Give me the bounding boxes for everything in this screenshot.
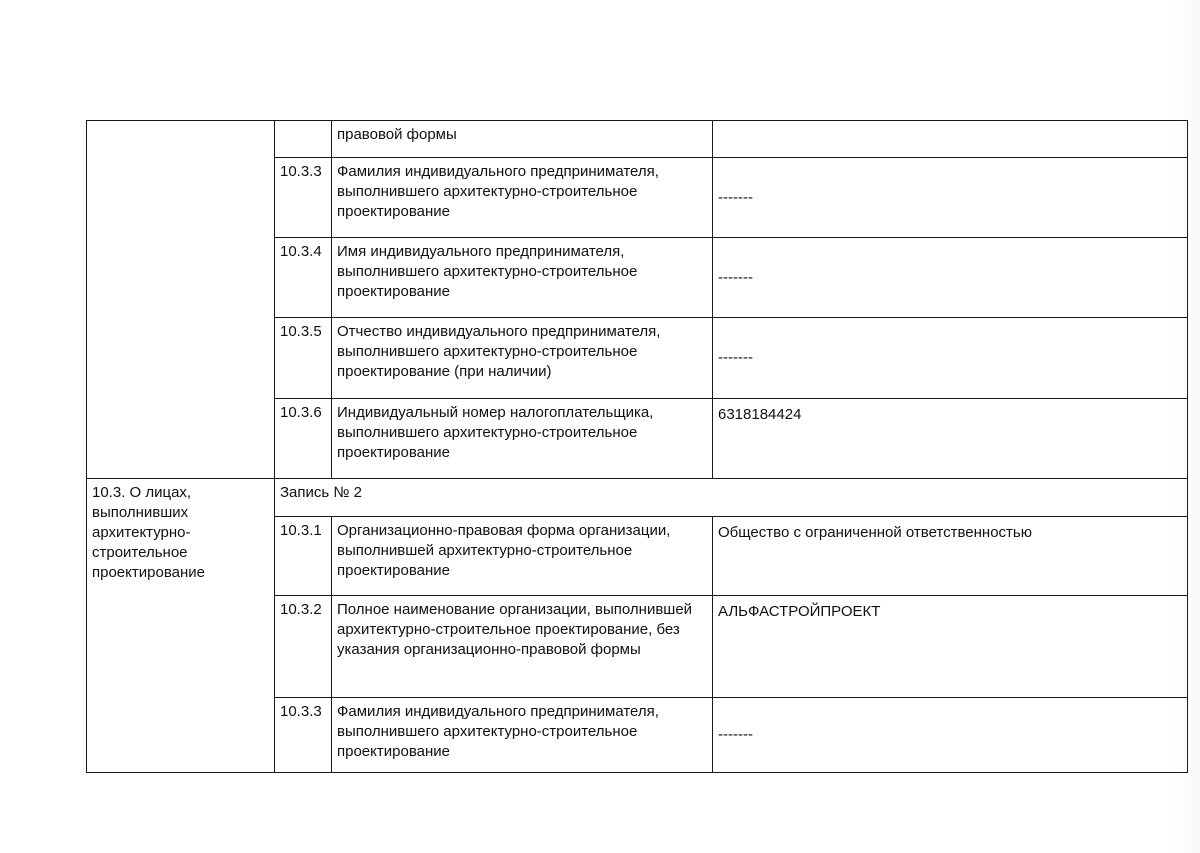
row-number: 10.3.3 — [275, 158, 332, 238]
row-value: 6318184424 — [713, 399, 1188, 479]
row-number: 10.3.1 — [275, 517, 332, 596]
table-row — [87, 121, 1188, 158]
row-value: ------- — [713, 238, 1188, 318]
row-value — [713, 121, 1188, 158]
row-number: 10.3.2 — [275, 596, 332, 698]
row-description: правовой формы — [332, 121, 713, 158]
table-row — [87, 479, 1188, 517]
row-value: ------- — [713, 698, 1188, 773]
row-number: 10.3.3 — [275, 698, 332, 773]
record-label: Запись № 2 — [275, 479, 1188, 517]
row-number: 10.3.6 — [275, 399, 332, 479]
row-description: Полное наименование организации, выполнившей архитектурно-строительное проектирование, без указания организационно-правовой формы — [332, 596, 713, 698]
row-value: Общество с ограниченной ответственностью — [713, 517, 1188, 596]
row-number — [275, 121, 332, 158]
row-description: Имя индивидуального предпринимателя, выполнившего архитектурно-строительное проектирование — [332, 238, 713, 318]
row-number: 10.3.5 — [275, 318, 332, 399]
row-description: Фамилия индивидуального предпринимателя, выполнившего архитектурно-строительное проектирование — [332, 158, 713, 238]
row-value: ------- — [713, 158, 1188, 238]
section-title: 10.3. О лицах, выполнивших архитектурно-строительное проектирование — [87, 479, 275, 773]
row-value: АЛЬФАСТРОЙПРОЕКТ — [713, 596, 1188, 698]
row-description: Отчество индивидуального предпринимателя, выполнившего архитектурно-строительное проектирование (при наличии) — [332, 318, 713, 399]
row-description: Организационно-правовая форма организации, выполнившей архитектурно-строительное проектирование — [332, 517, 713, 596]
document-table — [86, 120, 1188, 773]
row-description: Индивидуальный номер налогоплательщика, выполнившего архитектурно-строительное проектирование — [332, 399, 713, 479]
row-number: 10.3.4 — [275, 238, 332, 318]
section-cell-empty — [87, 121, 275, 479]
row-description: Фамилия индивидуального предпринимателя, выполнившего архитектурно-строительное проектирование — [332, 698, 713, 773]
row-value: ------- — [713, 318, 1188, 399]
